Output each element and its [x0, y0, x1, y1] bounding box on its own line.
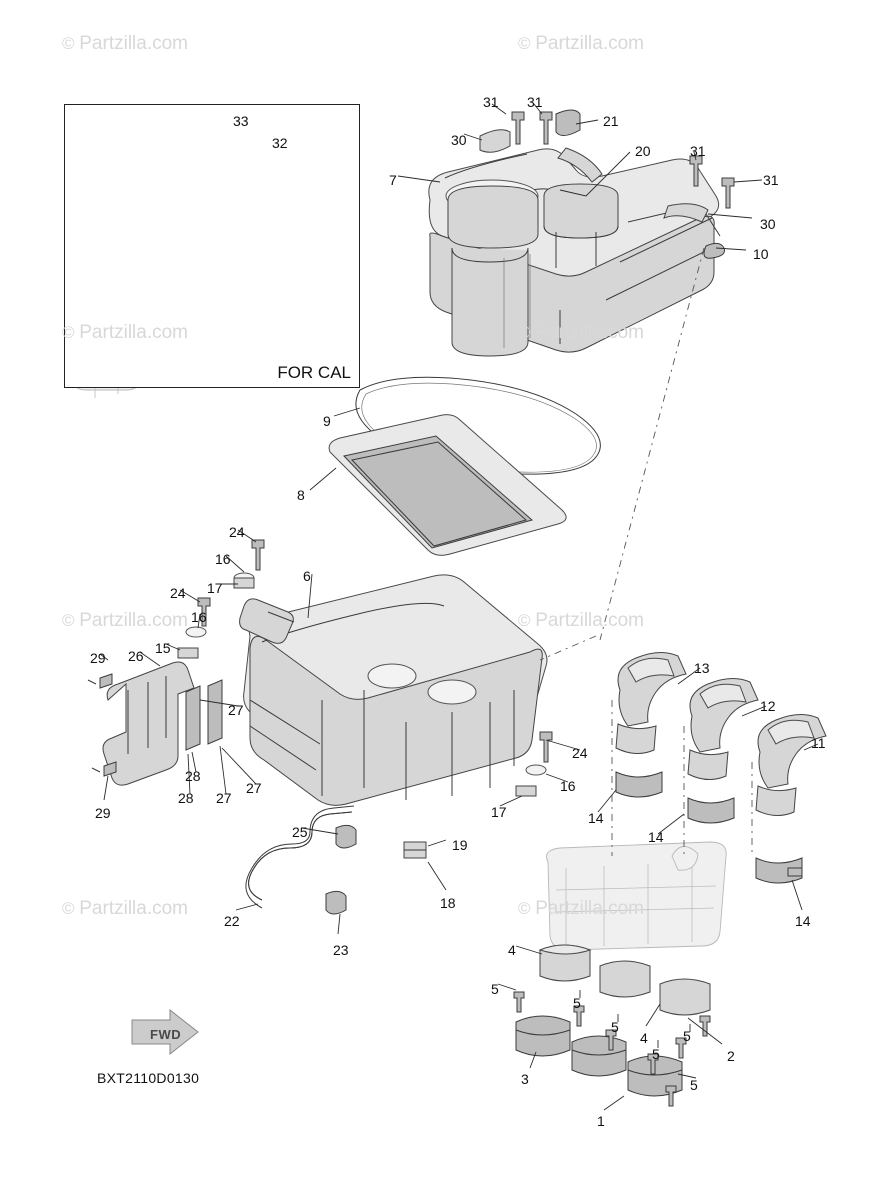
callout-number[interactable]: 23	[333, 942, 349, 958]
callout-number[interactable]: 18	[440, 895, 456, 911]
inset-for-cal-frame	[64, 104, 360, 388]
copyright-icon: ©	[518, 34, 536, 53]
callout-number[interactable]: 27	[216, 790, 232, 806]
callout-number[interactable]: 21	[603, 113, 619, 129]
callout-number[interactable]: 12	[760, 698, 776, 714]
callout-number[interactable]: 5	[690, 1077, 698, 1093]
watermark-text: Partzilla.com	[535, 33, 644, 54]
watermark-text: Partzilla.com	[79, 610, 188, 631]
breather-hose-assembly	[246, 806, 426, 914]
throttle-body-ghost	[547, 842, 727, 950]
copyright-icon: ©	[518, 323, 536, 342]
callout-number[interactable]: 31	[690, 143, 706, 159]
callout-number[interactable]: 9	[323, 413, 331, 429]
left-bracket-assembly	[88, 662, 222, 785]
callout-number[interactable]: 1	[597, 1113, 605, 1129]
air-cleaner-case-upper	[429, 149, 720, 356]
copyright-icon: ©	[62, 899, 80, 918]
callout-number[interactable]: 29	[90, 650, 106, 666]
callout-number[interactable]: 14	[588, 810, 604, 826]
callout-number[interactable]: 24	[229, 524, 245, 540]
callout-number[interactable]: 14	[648, 829, 664, 845]
callout-number[interactable]: 2	[727, 1048, 735, 1064]
callout-number[interactable]: 15	[155, 640, 171, 656]
callout-number[interactable]: 4	[640, 1030, 648, 1046]
callout-number[interactable]: 4	[508, 942, 516, 958]
copyright-icon: ©	[62, 611, 80, 630]
copyright-icon: ©	[62, 34, 80, 53]
callout-number[interactable]: 13	[694, 660, 710, 676]
callout-number[interactable]: 31	[763, 172, 779, 188]
callout-number[interactable]: 7	[389, 172, 397, 188]
watermark-text: Partzilla.com	[79, 33, 188, 54]
callout-number[interactable]: 31	[527, 94, 543, 110]
watermark-text: Partzilla.com	[535, 898, 644, 919]
callout-number[interactable]: 33	[233, 113, 249, 129]
callout-number[interactable]: 28	[185, 768, 201, 784]
callout-number[interactable]: 22	[224, 913, 240, 929]
callout-number[interactable]: 27	[246, 780, 262, 796]
callout-number[interactable]: 24	[572, 745, 588, 761]
callout-number[interactable]: 16	[191, 609, 207, 625]
callout-number[interactable]: 29	[95, 805, 111, 821]
callout-number[interactable]: 31	[483, 94, 499, 110]
callout-number[interactable]: 28	[178, 790, 194, 806]
callout-number[interactable]: 8	[297, 487, 305, 503]
callout-number[interactable]: 30	[760, 216, 776, 232]
watermark-text: Partzilla.com	[79, 322, 188, 343]
copyright-icon: ©	[518, 611, 536, 630]
watermark-text: Partzilla.com	[535, 322, 644, 343]
callout-number[interactable]: 16	[215, 551, 231, 567]
diagram-part-number: BXT2110D0130	[97, 1070, 200, 1086]
callout-number[interactable]: 20	[635, 143, 651, 159]
callout-number[interactable]: 17	[207, 580, 223, 596]
callout-number[interactable]: 27	[228, 702, 244, 718]
callout-number[interactable]: 26	[128, 648, 144, 664]
callout-number[interactable]: 17	[491, 804, 507, 820]
air-cleaner-case-lower	[240, 575, 547, 805]
copyright-icon: ©	[518, 899, 536, 918]
callout-number[interactable]: 5	[652, 1046, 660, 1062]
callout-number[interactable]: 10	[753, 246, 769, 262]
fwd-arrow	[128, 1016, 218, 1056]
callout-number[interactable]: 32	[272, 135, 288, 151]
callout-number[interactable]: 25	[292, 824, 308, 840]
callout-number[interactable]: 30	[451, 132, 467, 148]
watermark-text: Partzilla.com	[535, 610, 644, 631]
callout-number[interactable]: 14	[795, 913, 811, 929]
inset-label: FOR CAL	[277, 363, 351, 382]
callout-number[interactable]: 5	[611, 1019, 619, 1035]
callout-number[interactable]: 16	[560, 778, 576, 794]
assembly-axis-dashed-line-2	[540, 636, 596, 660]
watermark-text: Partzilla.com	[79, 898, 188, 919]
callout-number[interactable]: 5	[491, 981, 499, 997]
callout-number[interactable]: 6	[303, 568, 311, 584]
callout-number[interactable]: 19	[452, 837, 468, 853]
callout-number[interactable]: 11	[811, 735, 826, 751]
callout-number[interactable]: 5	[573, 995, 581, 1011]
callout-number[interactable]: 5	[683, 1028, 691, 1044]
copyright-icon: ©	[62, 323, 80, 342]
fwd-arrow-label: FWD	[150, 1027, 182, 1042]
air-filter-element	[329, 415, 566, 556]
callout-number[interactable]: 3	[521, 1071, 529, 1087]
callout-number[interactable]: 24	[170, 585, 186, 601]
